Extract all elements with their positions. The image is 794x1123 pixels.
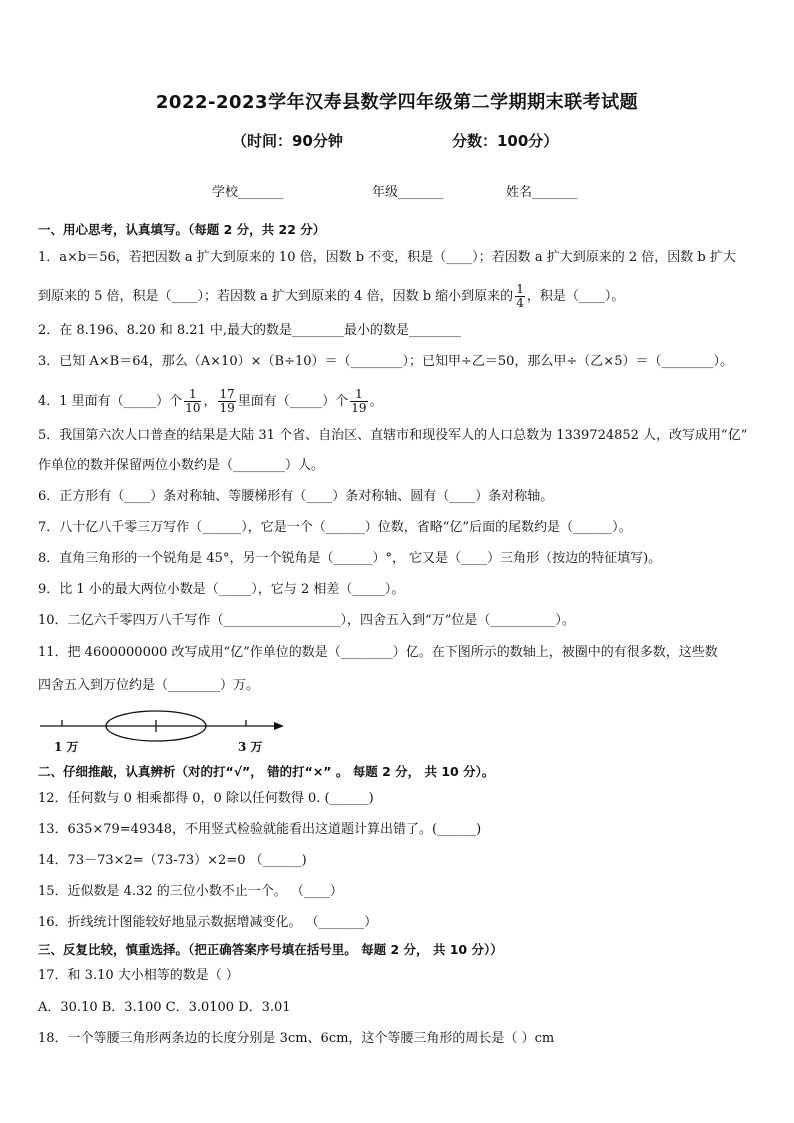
section-2-heading: 二、仔细推敲，认真辨析（对的打“√”， 错的打“×” 。 每题 2 分， 共 10 分）。 xyxy=(38,764,495,779)
question-5-line-2: 作单位的数并保留两位小数约是（________）人。 xyxy=(38,458,325,473)
question-1-line-2 xyxy=(38,283,768,310)
question-12: 12．任何数与 0 相乘都得 0，0 除以任何数得 0. (______) xyxy=(38,791,374,806)
question-1-tail: ，积是（____）。 xyxy=(526,289,625,304)
question-17: 17．和 3.10 大小相等的数是（ ） xyxy=(38,968,239,983)
question-13: 13．635×79=49348，不用竖式检验就能看出这道题计算出错了。(______) xyxy=(38,822,482,837)
question-2: 2．在 8.196、8.20 和 8.21 中,最大的数是________最小的数是________ xyxy=(38,323,462,338)
number-line-figure xyxy=(38,708,288,752)
question-1-line-1: 1．a×b＝56，若把因数 a 扩大到原来的 10 倍，因数 b 不变，积是（____）；若因数 a 扩大到原来的 2 倍，因数 b 扩大 xyxy=(38,250,736,265)
question-10: 10．二亿六千零四万八千写作（__________________），四舍五入到“万”位是（__________）。 xyxy=(38,613,575,628)
question-7: 7．八十亿八千零三万写作（______），它是一个（______）位数，省略“亿”后面的尾数约是（______）。 xyxy=(38,520,632,535)
question-6: 6．正方形有（____）条对称轴、等腰梯形有（____）条对称轴、圆有（____）条对称轴。 xyxy=(38,489,554,504)
number-line-label-right: 3 万 xyxy=(238,740,263,754)
question-4: 4．1 里面有（_____）个 $\frac{1}{10}$ ， $\frac{17}{19}$ 里面有（_____）个 $\frac{1}{19}$ 。 xyxy=(38,387,383,415)
exam-title: 2022-2023学年汉寿县数学四年级第二学期期末联考试题 xyxy=(155,92,639,113)
question-15: 15．近似数是 4.32 的三位小数不止一个。 （____） xyxy=(38,884,343,899)
question-18: 18．一个等腰三角形两条边的长度分别是 3cm、6cm，这个等腰三角形的周长是（ ）cm xyxy=(38,1031,555,1046)
exam-time: （时间：90分钟 xyxy=(232,132,343,150)
school-field[interactable]: 学校_______ xyxy=(212,185,284,200)
question-8: 8．直角三角形的一个锐角是 45°，另一个锐角是（______）°， 它又是（____）三角形（按边的特征填写)。 xyxy=(38,551,662,566)
question-14: 14．73－73×2=（73-73）×2=0 （______) xyxy=(38,853,307,868)
question-4-part-a: 4．1 里面有（_____）个 xyxy=(38,394,183,409)
question-17-options: A．30.10 B．3.100 C．3.0100 D．3.01 xyxy=(38,1000,291,1015)
question-4-part-c: 里面有（_____）个 xyxy=(237,394,349,409)
question-9: 9．比 1 小的最大两位小数是（_____），它与 2 相差（_____）。 xyxy=(38,582,405,597)
fraction-one-nineteenth: $\frac{1}{19}$ xyxy=(351,387,367,415)
fraction-one-quarter: $\frac{1}{4}$ xyxy=(516,282,524,310)
fraction-seventeen-nineteenths: $\frac{17}{19}$ xyxy=(219,387,235,415)
question-3: 3．已知 A×B＝64，那么（A×10）×（B÷10）＝（________）；已知甲÷乙＝50，那么甲÷（乙×5）＝（________）。 xyxy=(38,354,733,369)
exam-score: 分数：100分） xyxy=(452,132,559,150)
fraction-one-tenth: $\frac{1}{10}$ xyxy=(185,387,201,415)
question-1-text: 到原来的 5 倍，积是（____）；若因数 a 扩大到原来的 4 倍，因数 b 缩小到原来的 xyxy=(38,289,514,304)
number-line-label-left: 1 万 xyxy=(54,740,79,754)
arrow-right-icon xyxy=(274,722,284,730)
section-1-heading: 一、用心思考，认真填写。（每题 2 分，共 22 分） xyxy=(38,222,326,237)
question-11-line-1: 11．把 4600000000 改写成用“亿”作单位的数是（________）亿。在下图所示的数轴上，被圈中的有很多数，这些数 xyxy=(38,645,718,660)
section-3-heading: 三、反复比较，慎重选择。（把正确答案序号填在括号里。 每题 2 分， 共 10 分）） xyxy=(38,942,503,957)
grade-field[interactable]: 年级_______ xyxy=(372,185,444,200)
question-11-line-2: 四舍五入到万位约是（________）万。 xyxy=(38,678,260,693)
question-5-line-1: 5．我国第六次人口普查的结果是大陆 31 个省、自治区、直辖市和现役军人的人口总数为 1339724852 人，改写成用“亿” xyxy=(38,428,748,443)
question-16: 16．折线统计图能较好地显示数据增减变化。 （_______） xyxy=(38,915,378,930)
name-field[interactable]: 姓名_______ xyxy=(506,185,578,200)
